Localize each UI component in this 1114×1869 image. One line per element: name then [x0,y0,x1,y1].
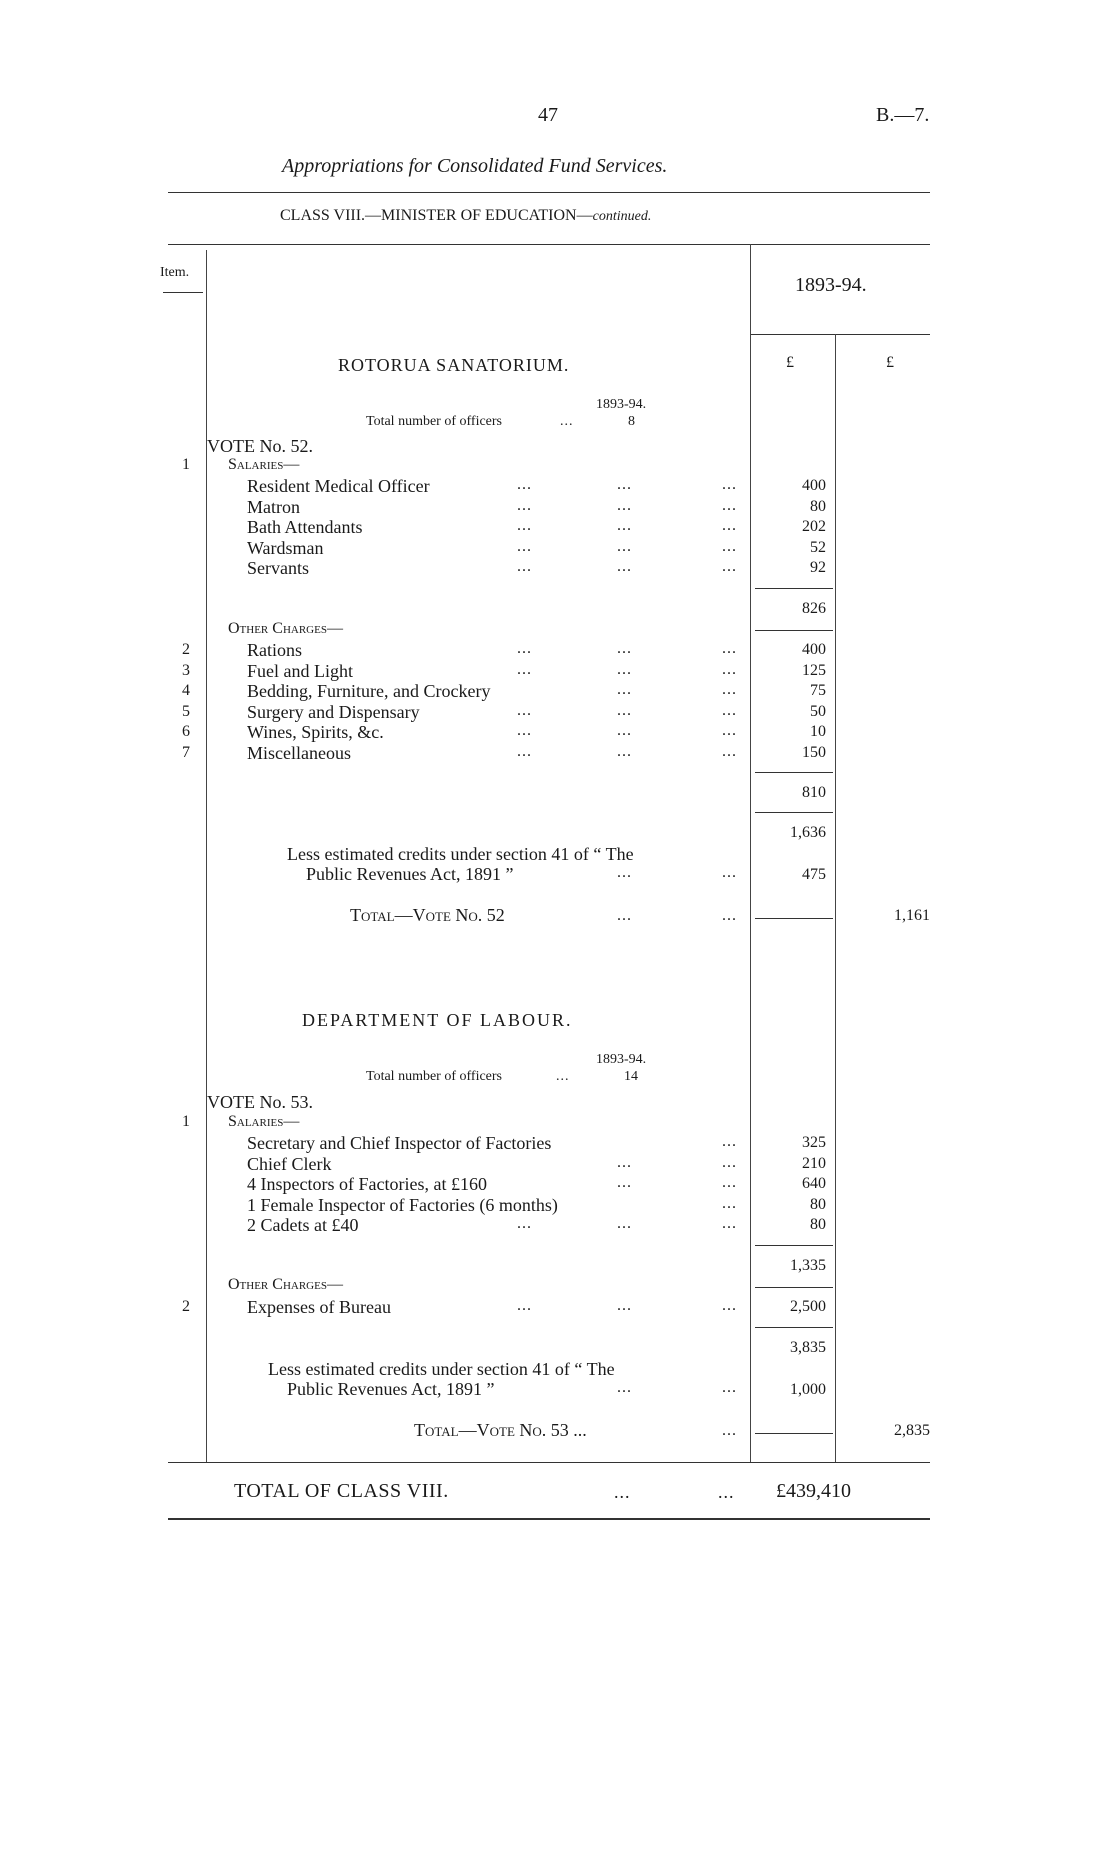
rotorua-less-credits-line2: Public Revenues Act, 1891 ” [306,864,514,884]
labour-heading: DEPARTMENT OF LABOUR. [302,1010,573,1030]
class-total-amount: £439,410 [776,1480,851,1502]
leader-dots: ... [614,1482,631,1502]
labour-vote-label: VOTE No. 53. [207,1092,313,1112]
labour-other-charges-label: Other Charges— [228,1276,343,1293]
leader-dots: ... [517,640,532,657]
labour-less-credits-line2: Public Revenues Act, 1891 ” [287,1379,495,1399]
line-item-amount: 50 [810,703,826,720]
line-item-label: Secretary and Chief Inspector of Factories [247,1133,552,1153]
leader-dots: ... [722,864,737,881]
item-number: 5 [182,703,190,720]
labour-less-credits-line1: Less estimated credits under section 41 of “ The [268,1359,615,1379]
class-total-top-rule [168,1462,930,1463]
item-number: 7 [182,744,190,761]
leader-dots: ... [718,1482,735,1502]
class-heading-continued: continued. [592,209,652,224]
labour-vote-total-label: Total—Vote No. 53 ... [414,1420,587,1440]
leader-dots: ... [722,476,737,493]
currency-symbol-col1: £ [786,354,794,371]
rotorua-vote-total-amount: 1,161 [894,907,930,924]
leader-dots: ... [517,1297,532,1314]
rotorua-less-credits-line1: Less estimated credits under section 41 of “ The [287,844,634,864]
line-item-amount: 10 [810,723,826,740]
subtotal-rule [755,1245,833,1246]
total-dash-rule [755,918,833,919]
subtotal-rule [755,1327,833,1328]
leader-dots: ... [617,743,632,760]
item-number: 2 [182,641,190,658]
leader-dots: ... [617,1215,632,1232]
leader-dots: ... [722,702,737,719]
line-item-label: 1 Female Inspector of Factories (6 months) [247,1195,558,1215]
item-header-rule [163,292,203,293]
labour-officers-year: 1893-94. [596,1052,647,1067]
leader-dots: ... [617,681,632,698]
subtotal-rule [755,812,833,813]
leader-dots: ... [617,1154,632,1171]
page-number: 47 [538,104,558,126]
leader-dots: ... [617,702,632,719]
line-item-amount: 92 [810,559,826,576]
leader-dots: ... [722,538,737,555]
labour-less-credits-amount: 1,000 [790,1381,826,1398]
leader-dots: ... [617,538,632,555]
line-item-label: Miscellaneous [247,743,351,763]
subtotal-rule [755,588,833,589]
page-title: Appropriations for Consolidated Fund Services. [282,155,668,177]
year-header-rule [750,334,930,335]
rotorua-other-charges-label: Other Charges— [228,620,343,637]
rotorua-officers-label: Total number of officers [366,414,502,429]
leader-dots: ... [617,640,632,657]
leader-dots: ... [517,476,532,493]
line-item-amount: 52 [810,539,826,556]
leader-dots: ... [517,517,532,534]
labour-officers-label: Total number of officers [366,1069,502,1084]
amount-column-rule-right [835,334,836,1462]
line-item-label: Rations [247,640,303,660]
leader-dots: ... [517,743,532,760]
leader-dots: ... [617,1297,632,1314]
line-item-amount: 640 [802,1175,826,1192]
item-number: 2 [182,1298,190,1315]
item-column-rule [206,250,207,1462]
item-column-header: Item. [160,265,190,280]
leader-dots: ... [722,558,737,575]
line-item-label: Matron [247,497,300,517]
class-heading-text: CLASS VIII.—MINISTER OF EDUCATION— [280,207,593,224]
line-item-label: Servants [247,558,309,578]
line-item-amount: 325 [802,1134,826,1151]
line-item-label: Bedding, Furniture, and Crockery [247,681,491,701]
rotorua-salaries-item: 1 [182,456,190,473]
leader-dots: ... [722,497,737,514]
line-item-label: Expenses of Bureau [247,1297,391,1317]
line-item-amount: 80 [810,1216,826,1233]
amount-column-rule-left [750,244,751,1462]
labour-officers-dots: ... [556,1069,570,1084]
line-item-amount: 2,500 [790,1298,826,1315]
rotorua-other-subtotal: 810 [802,784,826,801]
table-top-rule [168,244,930,245]
leader-dots: ... [722,1133,737,1150]
line-item-label: Chief Clerk [247,1154,332,1174]
leader-dots: ... [722,661,737,678]
item-number: 3 [182,662,190,679]
rotorua-gross-total: 1,636 [790,824,826,841]
line-item-label: 4 Inspectors of Factories, at £160 [247,1174,487,1194]
leader-dots: ... [722,722,737,739]
item-number: 4 [182,682,190,699]
leader-dots: ... [617,907,632,924]
total-dash-rule [755,1433,833,1434]
labour-salaries-item: 1 [182,1113,190,1130]
rotorua-vote-total-label: Total—Vote No. 52 [350,905,505,925]
leader-dots: ... [517,538,532,555]
leader-dots: ... [617,517,632,534]
rotorua-less-credits-amount: 475 [802,866,826,883]
line-item-amount: 150 [802,744,826,761]
leader-dots: ... [617,864,632,881]
leader-dots: ... [617,661,632,678]
labour-salaries-label: Salaries— [228,1113,300,1130]
subtotal-rule [755,1287,833,1288]
class-total-bottom-rule [168,1518,930,1520]
leader-dots: ... [617,1174,632,1191]
rotorua-officers-value: 8 [628,414,635,429]
leader-dots: ... [722,907,737,924]
rotorua-salaries-subtotal: 826 [802,600,826,617]
rotorua-salaries-label: Salaries— [228,456,300,473]
leader-dots: ... [722,681,737,698]
year-column-header: 1893-94. [795,274,867,296]
leader-dots: ... [617,497,632,514]
rotorua-heading: ROTORUA SANATORIUM. [338,355,570,375]
rotorua-vote-label: VOTE No. 52. [207,436,313,456]
leader-dots: ... [722,1154,737,1171]
labour-officers-value: 14 [624,1069,638,1084]
leader-dots: ... [722,1422,737,1439]
leader-dots: ... [722,1174,737,1191]
subtotal-rule [755,630,833,631]
leader-dots: ... [617,1379,632,1396]
leader-dots: ... [722,1215,737,1232]
leader-dots: ... [722,1195,737,1212]
leader-dots: ... [722,1297,737,1314]
leader-dots: ... [517,1215,532,1232]
line-item-amount: 80 [810,498,826,515]
leader-dots: ... [517,497,532,514]
line-item-label: 2 Cadets at £40 [247,1215,359,1235]
currency-symbol-col2: £ [886,354,894,371]
leader-dots: ... [617,476,632,493]
line-item-amount: 400 [802,477,826,494]
line-item-label: Surgery and Dispensary [247,702,420,722]
line-item-amount: 400 [802,641,826,658]
leader-dots: ... [722,640,737,657]
line-item-amount: 80 [810,1196,826,1213]
subtotal-rule [755,772,833,773]
line-item-label: Bath Attendants [247,517,363,537]
rotorua-officers-year: 1893-94. [596,397,647,412]
leader-dots: ... [517,558,532,575]
line-item-amount: 210 [802,1155,826,1172]
labour-gross-total: 3,835 [790,1339,826,1356]
labour-salaries-subtotal: 1,335 [790,1257,826,1274]
leader-dots: ... [617,558,632,575]
line-item-amount: 125 [802,662,826,679]
item-number: 6 [182,723,190,740]
labour-vote-total-amount: 2,835 [894,1422,930,1439]
leader-dots: ... [722,1379,737,1396]
leader-dots: ... [617,722,632,739]
leader-dots: ... [517,722,532,739]
rotorua-officers-dots: ... [560,414,574,429]
document-reference: B.—7. [876,104,930,126]
leader-dots: ... [517,702,532,719]
line-item-label: Wines, Spirits, &c. [247,722,384,742]
line-item-amount: 75 [810,682,826,699]
line-item-label: Wardsman [247,538,324,558]
leader-dots: ... [517,661,532,678]
line-item-label: Resident Medical Officer [247,476,430,496]
class-heading [280,207,651,225]
title-rule [168,192,930,193]
line-item-label: Fuel and Light [247,661,353,681]
leader-dots: ... [722,517,737,534]
leader-dots: ... [722,743,737,760]
line-item-amount: 202 [802,518,826,535]
class-total-label: TOTAL OF CLASS VIII. [234,1480,449,1502]
